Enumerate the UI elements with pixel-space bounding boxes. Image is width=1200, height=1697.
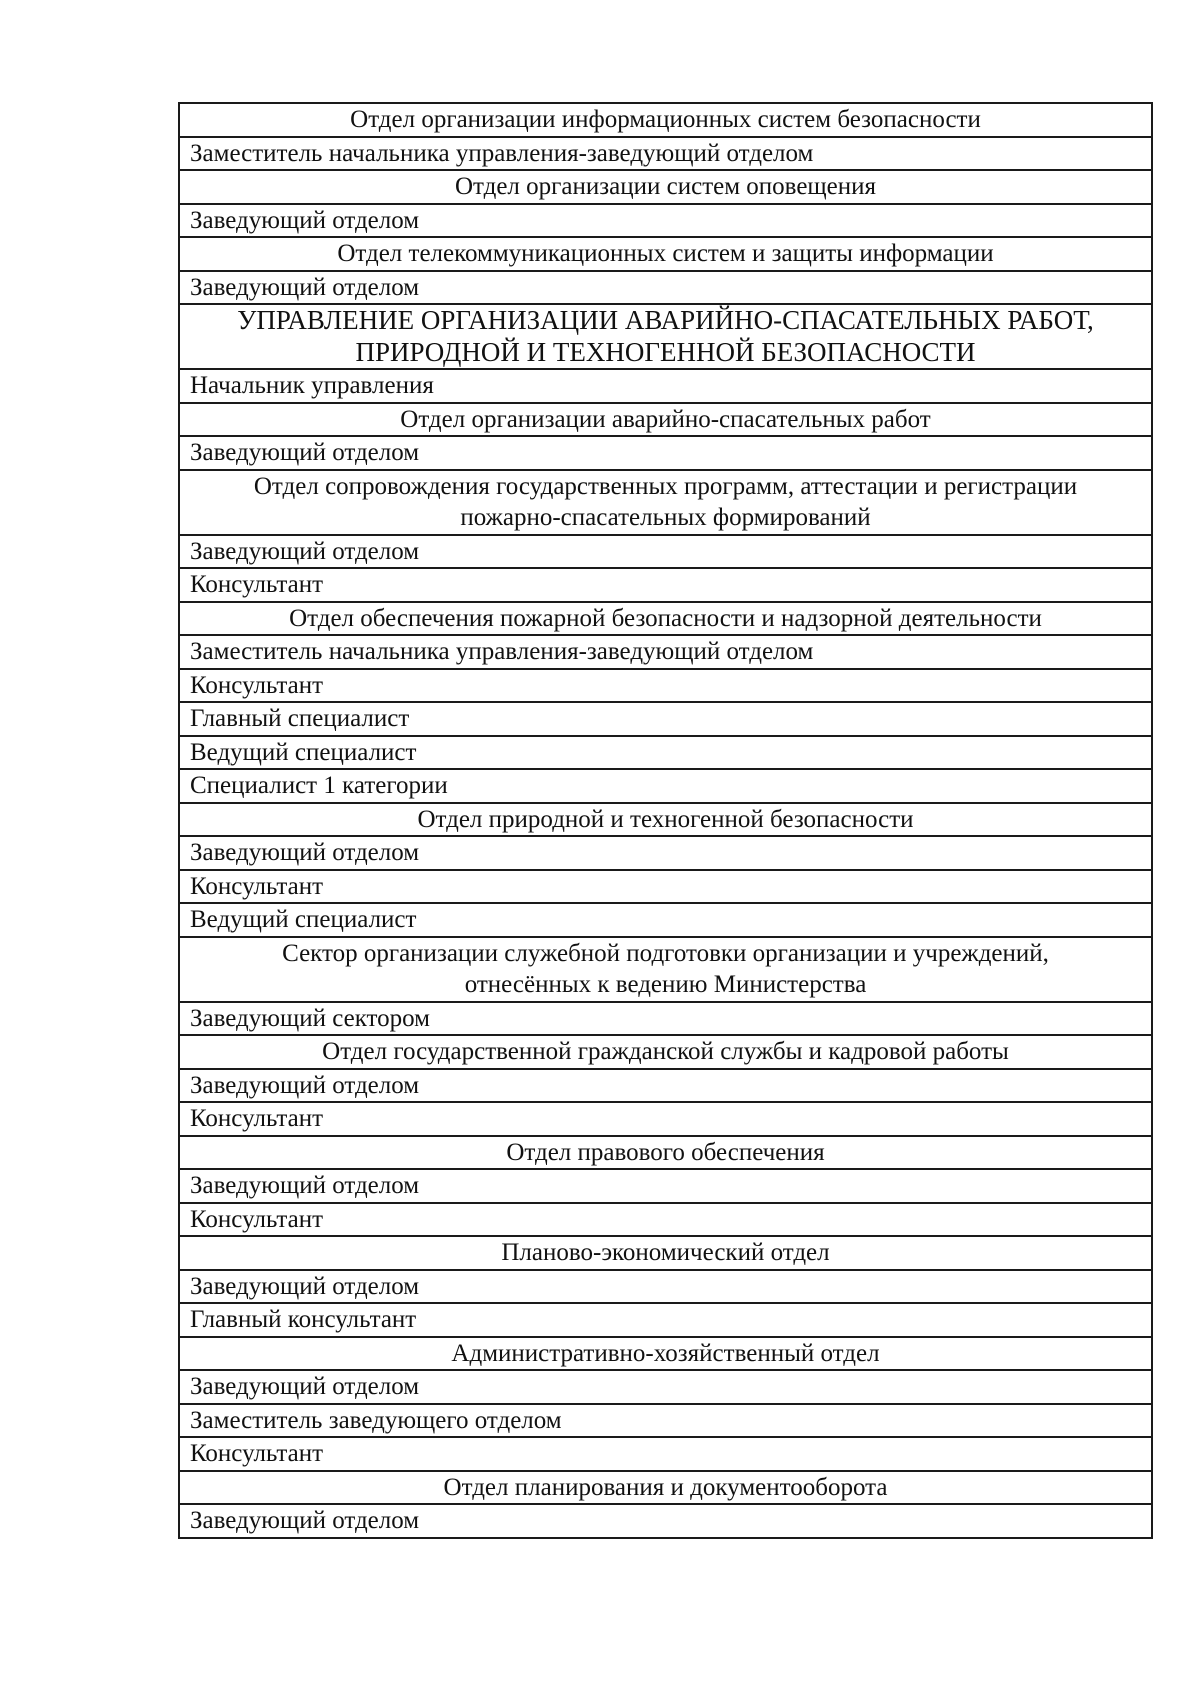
position-title-text: Заведующий сектором [190, 1004, 430, 1032]
department-heading-row [180, 804, 1151, 838]
position-title-text: Заведующий отделом [190, 537, 420, 565]
position-title-text: Главный консультант [190, 1306, 417, 1333]
position-row [180, 770, 1151, 804]
position-title-text: Заведующий отделом [190, 1373, 420, 1400]
department-heading-row [180, 305, 1151, 370]
position-row [180, 1271, 1151, 1305]
position-title-text: Заведующий отделом [190, 839, 420, 866]
department-heading-row [180, 404, 1151, 438]
department-heading-text: Отдел планирования и документооборота [443, 1473, 888, 1501]
position-title-text: Ведущий специалист [190, 906, 417, 933]
department-heading-text: Отдел организации информационных систем безопасности [350, 106, 981, 133]
department-heading-text: ПРИРОДНОЙ И ТЕХНОГЕННОЙ БЕЗОПАСНОСТИ [355, 336, 976, 367]
department-heading-text: Сектор организации служебной подготовки организации и учреждений, [282, 939, 1049, 967]
position-row [180, 670, 1151, 704]
position-title-text: Заведующий отделом [190, 273, 420, 301]
position-row [180, 138, 1151, 172]
position-title-text: Заведующий отделом [190, 439, 420, 466]
position-row [180, 370, 1151, 404]
department-heading-text: Отдел государственной гражданской службы и кадровой работы [322, 1038, 1009, 1065]
department-heading-row [180, 603, 1151, 637]
position-row [180, 1371, 1151, 1405]
department-heading-text: Отдел сопровождения государственных программ, аттестации и регистрации [253, 472, 1078, 500]
position-title-text: Заведующий отделом [190, 1272, 420, 1300]
position-row [180, 1405, 1151, 1439]
department-heading-row [180, 938, 1151, 1003]
position-row [180, 636, 1151, 670]
position-row [180, 1505, 1151, 1539]
position-title-text: Специалист 1 категории [190, 772, 448, 799]
position-row [180, 536, 1151, 570]
position-row [180, 272, 1151, 306]
department-heading-row [180, 1036, 1151, 1070]
position-title-text: Консультант [190, 872, 324, 900]
position-row [180, 904, 1151, 938]
department-heading-text: отнесённых к ведению Министерства [464, 971, 867, 998]
position-title-text: Заведующий отделом [190, 206, 420, 234]
position-title-text: Консультант [190, 571, 324, 598]
position-row [180, 737, 1151, 771]
department-heading-text: Отдел организации систем оповещения [454, 173, 877, 200]
department-heading-text: УПРАВЛЕНИЕ ОРГАНИЗАЦИИ АВАРИЙНО-СПАСАТЕЛЬНЫХ РАБОТ, [237, 305, 1094, 335]
position-title-text: Заместитель заведующего отделом [190, 1406, 562, 1434]
position-row [180, 1204, 1151, 1238]
position-title-text: Консультант [190, 1205, 324, 1233]
department-heading-row [180, 1338, 1151, 1372]
department-heading-text: Отдел обеспечения пожарной безопасности и надзорной деятельности [289, 604, 1042, 632]
position-title-text: Заведующий отделом [190, 1172, 420, 1199]
position-row [180, 205, 1151, 239]
department-heading-row [180, 238, 1151, 272]
position-title-text: Консультант [190, 1105, 324, 1132]
position-title-text: Консультант [190, 671, 324, 699]
department-heading-text: Планово-экономический отдел [501, 1239, 830, 1266]
position-row [180, 1003, 1151, 1037]
position-row [180, 703, 1151, 737]
department-heading-row [180, 104, 1151, 138]
position-row [180, 437, 1151, 471]
department-heading-text: Отдел телекоммуникационных систем и защиты информации [337, 240, 994, 267]
position-row [180, 1304, 1151, 1338]
position-title-text: Заместитель начальника управления-заведующий отделом [190, 139, 814, 167]
position-title-text: Главный специалист [190, 705, 410, 732]
position-row [180, 1103, 1151, 1137]
position-title-text: Консультант [190, 1440, 324, 1467]
position-row [180, 837, 1151, 871]
department-heading-text: Отдел организации аварийно-спасательных работ [400, 405, 931, 433]
department-heading-text: Отдел правового обеспечения [506, 1138, 825, 1166]
position-title-text: Начальник управления [190, 372, 434, 399]
department-heading-text: пожарно-спасательных формирований [460, 504, 871, 531]
department-heading-row [180, 471, 1151, 536]
department-heading-row [180, 1472, 1151, 1506]
position-title-text: Заведующий отделом [190, 1071, 420, 1099]
position-row [180, 569, 1151, 603]
department-heading-row [180, 171, 1151, 205]
department-heading-text: Отдел природной и техногенной безопасности [417, 805, 914, 833]
position-row [180, 1438, 1151, 1472]
department-heading-row [180, 1237, 1151, 1271]
staff-table [178, 102, 1153, 1539]
position-row [180, 1170, 1151, 1204]
position-row [180, 1070, 1151, 1104]
position-row [180, 871, 1151, 905]
position-title-text: Ведущий специалист [190, 738, 417, 766]
position-title-text: Заведующий отделом [190, 1507, 420, 1534]
position-title-text: Заместитель начальника управления-заведующий отделом [190, 638, 814, 665]
department-heading-text: Административно-хозяйственный отдел [451, 1339, 880, 1367]
department-heading-row [180, 1137, 1151, 1171]
